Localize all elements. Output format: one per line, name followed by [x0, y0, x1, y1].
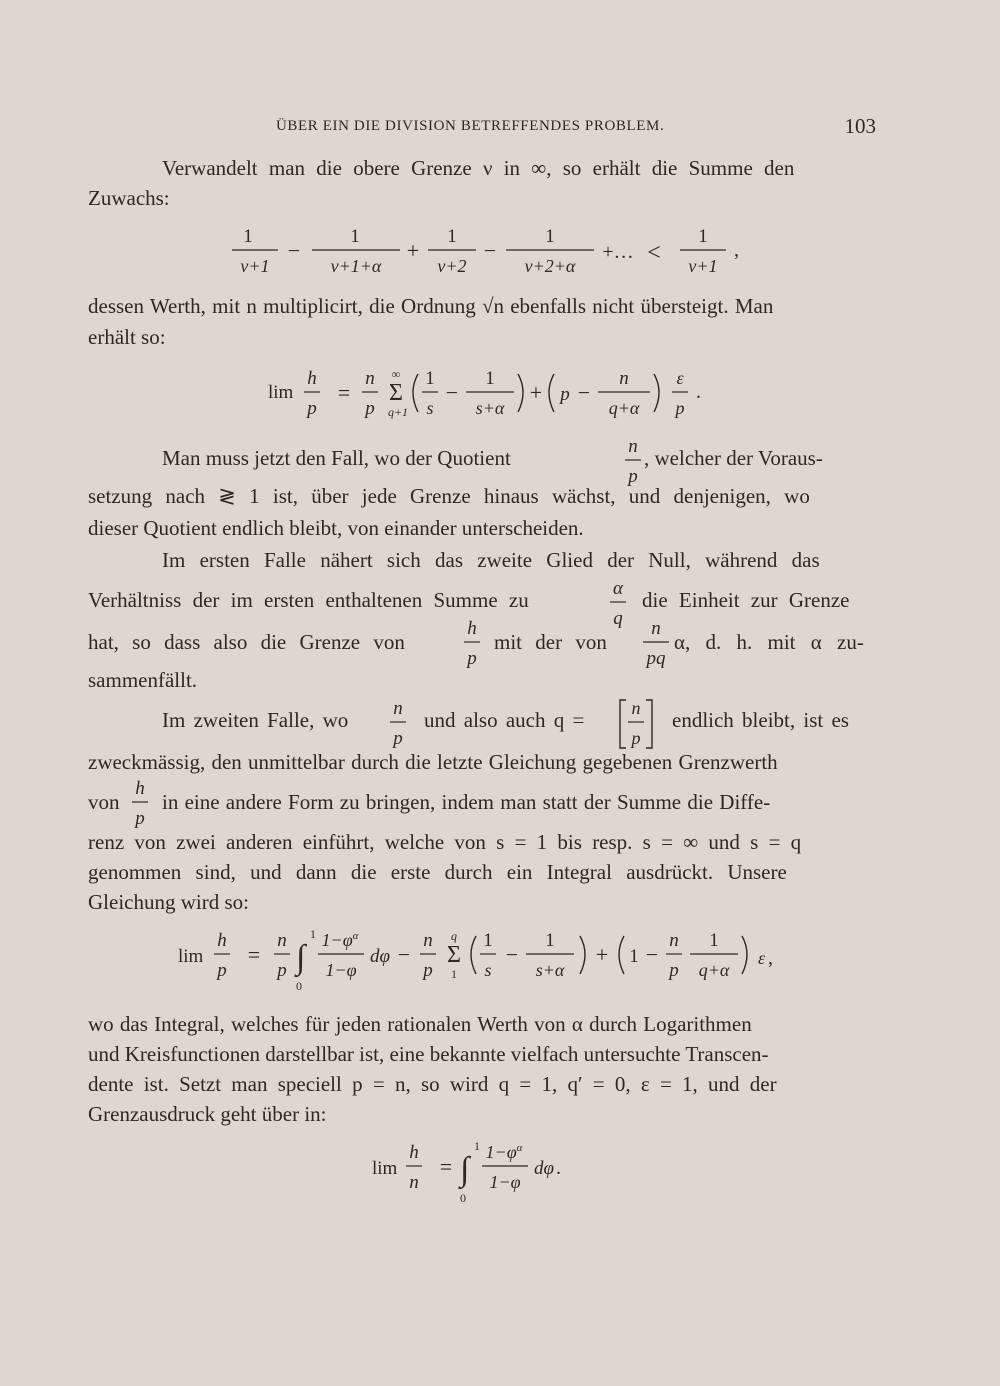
eq1-den5: ν+1 — [688, 256, 718, 276]
para1-line2: Zuwachs: — [88, 186, 170, 210]
para2-line2: erhält so: — [88, 325, 166, 349]
svg-text:+: + — [529, 380, 543, 405]
svg-text:n: n — [409, 1172, 419, 1193]
running-title: ÜBER EIN DIE DIVISION BETREFFENDES PROBLEM. — [276, 118, 665, 134]
svg-text:q+1: q+1 — [387, 405, 409, 419]
svg-text:1: 1 — [425, 368, 435, 389]
svg-text:−: − — [445, 380, 459, 405]
svg-text:n: n — [365, 368, 375, 389]
para3-line1a: Man muss jetzt den Fall, wo der Quotient — [162, 446, 511, 470]
para4-line3a: hat, so dass also die Grenze von — [88, 630, 405, 654]
svg-text:n: n — [669, 930, 679, 951]
para4-line1-text: Im ersten Falle nähert sich das zweite Glied der Null, während das — [162, 548, 820, 572]
para4-line4: sammenfällt. — [88, 668, 198, 692]
eq1-num5: 1 — [698, 226, 708, 247]
svg-text:−: − — [577, 380, 591, 405]
bracket-n-over-p — [616, 696, 660, 754]
svg-text:1: 1 — [451, 967, 457, 981]
para5-line5 — [88, 860, 882, 885]
para5-line5-text: genommen sind, und dann die erste durch ein Integral ausdrückt. Unsere — [88, 860, 787, 884]
svg-text:p: p — [423, 960, 433, 981]
svg-text:p: p — [135, 808, 145, 829]
eq1-den1: ν+1 — [240, 256, 270, 276]
frac-h-over-p-1 — [460, 618, 484, 674]
frac-n-over-p-2 — [386, 698, 410, 754]
svg-text:p: p — [365, 398, 375, 419]
svg-text:lim: lim — [372, 1158, 398, 1179]
frac-h-over-p-2 — [128, 778, 152, 834]
svg-text:1: 1 — [629, 946, 639, 967]
svg-text:0: 0 — [460, 1191, 466, 1205]
svg-text:p: p — [675, 398, 685, 418]
para4-line2a: Verhältniss der im ersten enthaltenen Summe zu — [88, 588, 529, 612]
svg-text:h: h — [307, 368, 317, 389]
para5-line3a: von — [88, 790, 120, 814]
svg-text:=: = — [439, 1154, 453, 1179]
svg-text:dφ: dφ — [534, 1158, 555, 1179]
svg-text:n: n — [423, 930, 433, 951]
eq1-den2: ν+1+α — [330, 256, 382, 276]
para3-line1b: , welcher der Voraus- — [644, 446, 823, 470]
svg-text:=: = — [337, 380, 351, 405]
svg-text:n: n — [628, 436, 638, 457]
svg-text:1: 1 — [483, 930, 493, 951]
svg-text:α: α — [613, 578, 623, 599]
para5-line4-text: renz von zwei anderen einführt, welche von s = 1 bis resp. s = ∞ und s = q — [88, 830, 802, 854]
svg-text:ε: ε — [676, 368, 684, 388]
svg-text:s: s — [484, 960, 492, 980]
para2-line1-text: dessen Werth, mit n multiplicirt, die Ordnung √n ebenfalls nicht übersteigt. Man — [88, 294, 774, 318]
para3-line2 — [88, 484, 882, 509]
svg-text:−: − — [483, 238, 497, 263]
svg-text:−: − — [645, 942, 659, 967]
para6-line3 — [88, 1072, 882, 1097]
svg-text:∞: ∞ — [391, 367, 401, 381]
page-number: 103 — [844, 114, 876, 138]
svg-text:1: 1 — [485, 368, 495, 389]
para3-line2-text: setzung nach ≷ 1 ist, über jede Grenze hinaus wächst, und denjenigen, wo — [88, 484, 810, 508]
svg-text:n: n — [393, 698, 403, 719]
svg-text:p: p — [467, 648, 477, 669]
para5-line1b: und also auch q = — [424, 708, 585, 732]
eq1-lt: < — [647, 240, 661, 266]
para6-line1-text: wo das Integral, welches für jeden rationalen Werth von α durch Logarithmen — [88, 1012, 752, 1036]
para5-line1a: Im zweiten Falle, wo — [162, 708, 349, 732]
svg-text:dφ: dφ — [370, 946, 391, 967]
para3-line3: dieser Quotient endlich bleibt, von einander unterscheiden. — [88, 516, 584, 540]
eq1-num4: 1 — [545, 226, 555, 247]
para5-line1c: endlich bleibt, ist es — [672, 708, 849, 732]
svg-text:s: s — [426, 398, 434, 418]
svg-text:p: p — [393, 728, 403, 749]
para6-line4: Grenzausdruck geht über in: — [88, 1102, 327, 1126]
svg-text:p: p — [277, 960, 287, 981]
svg-text:−: − — [505, 942, 519, 967]
svg-text:lim: lim — [178, 946, 204, 967]
svg-text:h: h — [135, 778, 145, 799]
eq2-sigma: Σ — [389, 380, 403, 406]
svg-text:Σ: Σ — [447, 942, 461, 968]
eq1-den4: ν+2+α — [524, 256, 576, 276]
svg-text:h: h — [467, 618, 477, 639]
svg-text:q: q — [451, 929, 457, 943]
svg-text:n: n — [651, 618, 661, 639]
para5-line2 — [88, 750, 882, 775]
svg-text:p: p — [307, 398, 317, 419]
eq1-num3: 1 — [447, 226, 457, 247]
svg-text:.: . — [696, 381, 701, 403]
svg-text:+: + — [595, 942, 609, 967]
para4-line1 — [162, 548, 882, 573]
svg-text:s+α: s+α — [535, 960, 565, 980]
svg-text:1: 1 — [545, 930, 555, 951]
svg-text:n: n — [619, 368, 629, 389]
svg-text:−: − — [287, 238, 301, 263]
eq1-num1: 1 — [243, 226, 253, 247]
svg-text:∫: ∫ — [460, 1151, 470, 1188]
svg-text:+: + — [406, 238, 420, 263]
equation-increment — [228, 224, 739, 284]
para1-line1-text: Verwandelt man die obere Grenze ν in ∞, so erhält die Summe den — [162, 156, 795, 180]
svg-text:p: p — [628, 466, 638, 487]
para2-line1 — [88, 294, 882, 319]
svg-text:−: − — [397, 942, 411, 967]
eq1-den3: ν+2 — [437, 256, 467, 276]
para6-line1 — [88, 1012, 882, 1037]
svg-text:.: . — [556, 1157, 561, 1179]
equation-limit-1 — [268, 366, 728, 430]
svg-text:p: p — [560, 384, 570, 405]
svg-text:p: p — [631, 728, 641, 748]
svg-text:1−φ: 1−φ — [489, 1172, 521, 1192]
eq1-num2: 1 — [350, 226, 360, 247]
svg-text:1: 1 — [709, 930, 719, 951]
svg-text:q: q — [613, 608, 623, 629]
para6-line2-text: und Kreisfunctionen darstellbar ist, eine bekannte vielfach untersuchte Transcen- — [88, 1042, 769, 1066]
para5-line3b: in eine andere Form zu bringen, indem man statt der Summe die Diffe- — [162, 790, 771, 814]
svg-text:q+α: q+α — [608, 398, 640, 418]
svg-text:ε: ε — [758, 948, 766, 968]
eq2-lim: lim — [268, 382, 294, 403]
svg-text:1: 1 — [474, 1139, 480, 1153]
svg-text:h: h — [409, 1142, 419, 1163]
svg-text:1−φ: 1−φ — [325, 960, 357, 980]
frac-n-over-pq — [640, 618, 672, 674]
svg-text:p: p — [217, 960, 227, 981]
svg-text:n: n — [277, 930, 287, 951]
svg-text:h: h — [217, 930, 227, 951]
svg-text:q+α: q+α — [698, 960, 730, 980]
para4-line3b: mit der von — [494, 630, 607, 654]
svg-text:1−φα: $1-\varphi^\alpha$ — [321, 930, 359, 950]
svg-text:n: n — [631, 698, 641, 718]
svg-text:s+α: s+α — [475, 398, 505, 418]
para4-line2b: die Einheit zur Grenze — [642, 588, 850, 612]
para5-line6: Gleichung wird so: — [88, 890, 249, 914]
para6-line3-text: dente ist. Setzt man speciell p = n, so wird q = 1, q′ = 0, ε = 1, und der — [88, 1072, 777, 1096]
running-header — [0, 114, 1000, 140]
svg-text:,: , — [734, 239, 739, 261]
eq1-dots: +… — [602, 241, 634, 263]
para5-line2-text: zweckmässig, den unmittelbar durch die letzte Gleichung gegebenen Grenzwerth — [88, 750, 778, 774]
svg-text:1: 1 — [310, 927, 316, 941]
para5-line4 — [88, 830, 882, 855]
svg-text:,: , — [768, 947, 773, 969]
para4-line3c: α, d. h. mit α zu- — [674, 630, 864, 654]
equation-limit-2 — [178, 928, 798, 1000]
svg-text:=: = — [247, 942, 261, 967]
para6-line2 — [88, 1042, 882, 1067]
svg-text:p: p — [669, 960, 679, 981]
equation-limit-3 — [372, 1140, 612, 1210]
svg-text:0: 0 — [296, 979, 302, 993]
svg-text:1−φα: $1-\varphi^\alpha$ — [485, 1142, 523, 1162]
svg-text:∫: ∫ — [296, 939, 306, 976]
frac-alpha-over-q — [606, 578, 630, 634]
svg-text:pq: pq — [646, 648, 666, 669]
para1-line1 — [162, 156, 882, 181]
